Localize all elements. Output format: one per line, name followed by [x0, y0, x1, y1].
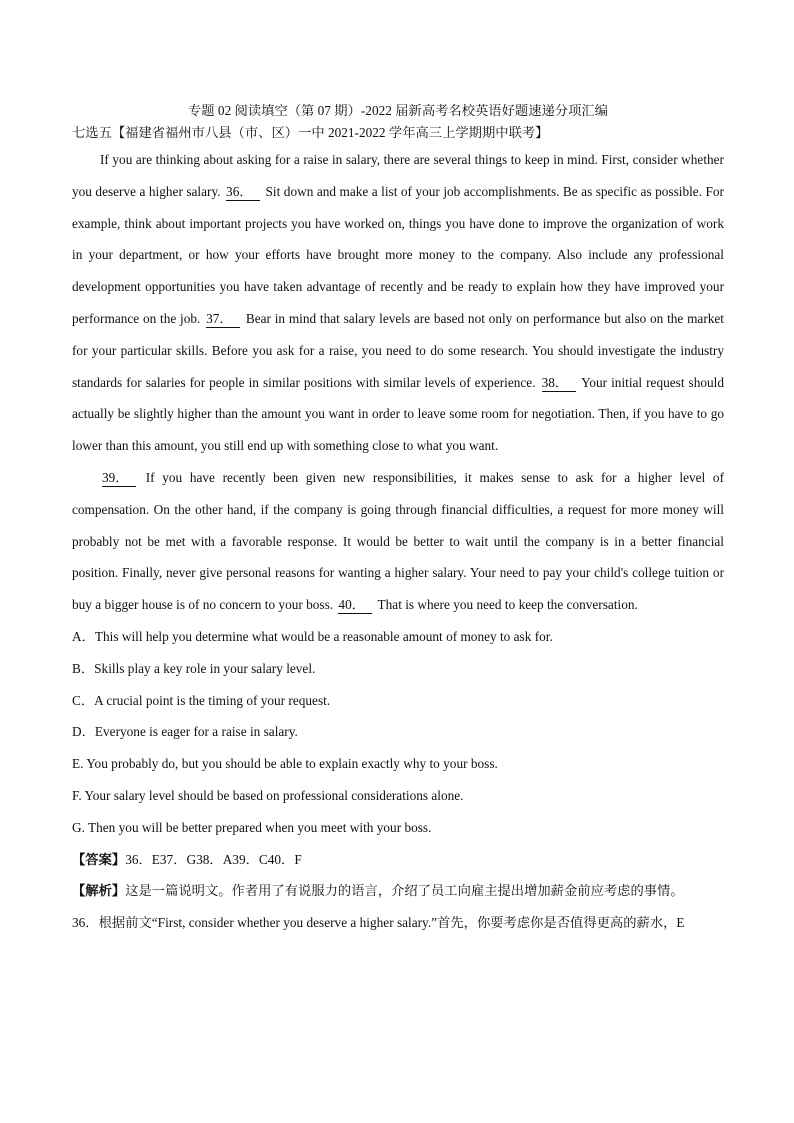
option-c: C．A crucial point is the timing of your request. — [72, 692, 331, 708]
analysis-label: 【解析】 — [72, 883, 126, 899]
option-a: A．This will help you determine what would be a reasonable amount of money to ask for. — [72, 628, 553, 644]
option-d: D．Everyone is eager for a raise in salary. — [72, 724, 298, 740]
answer-line — [72, 844, 724, 876]
option-f: F. Your salary level should be based on professional considerations alone. — [72, 787, 464, 803]
passage-text: Your initial request should actually be slightly higher than the amount you want in order to leave some room for negotiation. Then, if you have to go lower than this amount, you still end up with something close to what you want. — [72, 374, 725, 454]
passage-text: That is where you need to keep the conversation. — [377, 597, 638, 613]
document-title: 专题 02 阅读填空（第 07 期）-2022 届新高考名校英语好题速递分项汇编 — [188, 103, 608, 118]
blank-36: 36． — [226, 184, 260, 201]
option-b: B．Skills play a key role in your salary level. — [72, 660, 316, 676]
analysis-text: 这是一篇说明文。作者用了有说服力的语言，介绍了员工向雇主提出增加薪金前应考虑的事情。 — [125, 883, 684, 899]
answer-label: 【答案】 — [72, 851, 126, 867]
document-page — [72, 100, 724, 939]
analysis-line-1 — [72, 875, 724, 907]
blank-38: 38． — [542, 375, 576, 392]
analysis-line-2: 36．根据前文“First, consider whether you deserve a higher salary.”首先，你要考虑你是否值得更高的薪水，E — [72, 915, 685, 931]
blank-37: 37． — [206, 311, 240, 328]
option-g: G. Then you will be better prepared when you meet with your boss. — [72, 819, 432, 835]
passage-text: Bear in mind that salary levels are based not only on performance but also on the market for your particular skills. Before you ask for a raise, you need to do some research. You should investigate the industry standards for salaries for people in similar positions with similar levels of experience. — [72, 310, 724, 390]
option-e: E. You probably do, but you should be able to explain exactly why to your boss. — [72, 756, 498, 772]
passage-text: Sit down and make a list of your job accomplishments. Be as specific as possible. For example, think about important projects you have worked on, things you have done to improve the organization of work in your department, or how your efforts have brought more money to the company. Also include any professional development opportunities you have taken advantage of recently and be ready to explain how they have improved your performance on the job. — [72, 183, 724, 326]
passage-text: If you are thinking about asking for a raise in salary, there are several things to keep in mind. First, consider whether you deserve a higher salary. — [72, 152, 724, 199]
passage-paragraph-1 — [72, 144, 724, 462]
options-list — [72, 621, 724, 844]
passage-text: If you have recently been given new responsibilities, it makes sense to ask for a higher level of compensation. On the other hand, if the company is going through financial difficulties, a request for more money will probably not be met with a favorable response. It would be better to wait until the company is in a better financial position. Finally, never give personal reasons for wanting a higher salary. Your need to pay your child's college tuition or buy a bigger house is of no concern to your boss. — [72, 469, 725, 613]
passage-paragraph-2 — [72, 462, 724, 621]
answer-text: 36．E37．G38．A39．C40．F — [125, 851, 302, 867]
question-source: 七选五【福建省福州市八县（市、区）一中 2021-2022 学年高三上学期期中联考】 — [72, 125, 549, 140]
blank-39: 39． — [102, 470, 136, 487]
analysis-section — [72, 875, 724, 939]
blank-40: 40． — [338, 597, 372, 614]
